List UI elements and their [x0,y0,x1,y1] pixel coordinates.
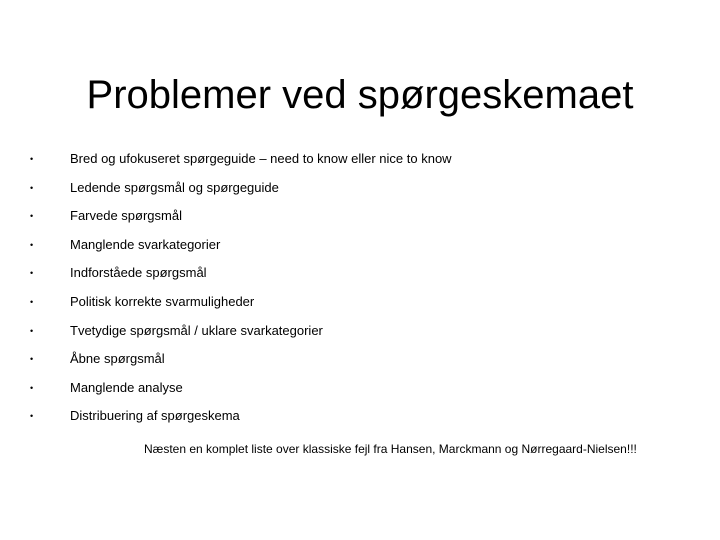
footnote: Næsten en komplet liste over klassiske fejl fra Hansen, Marckmann og Nørregaard-Nielsen!!! [144,442,637,456]
bullet-text: Indforståede spørgsmål [70,265,207,281]
bullet-dot-icon: • [30,211,34,222]
slide-title: Problemer ved spørgeskemaet [86,72,634,117]
bullet-text: Farvede spørgsmål [70,208,182,224]
bullet-dot-icon: • [30,411,34,422]
bullet-dot-icon: • [30,239,34,250]
bullet-dot-icon: • [30,268,34,279]
bullet-dot-icon: • [30,182,34,193]
bullet-text: Politisk korrekte svarmuligheder [70,293,255,309]
bullet-dot-icon: • [30,154,34,164]
bullet-text: Ledende spørgsmål og spørgeguide [70,179,279,195]
bullet-text: Distribuering af spørgeskema [70,408,240,424]
bullet-text: Bred og ufokuseret spørgeguide – need to know eller nice to know [70,151,452,166]
bullet-dot-icon: • [30,354,34,365]
bullet-text: Manglende analyse [70,379,183,395]
bullet-text: Åbne spørgsmål [70,351,165,367]
bullet-text: Manglende svarkategorier [70,236,221,252]
bullet-dot-icon: • [30,296,34,307]
bullet-dot-icon: • [30,325,34,336]
bullet-text: Tvetydige spørgsmål / uklare svarkategorier [70,322,323,338]
bullet-dot-icon: • [30,382,34,393]
